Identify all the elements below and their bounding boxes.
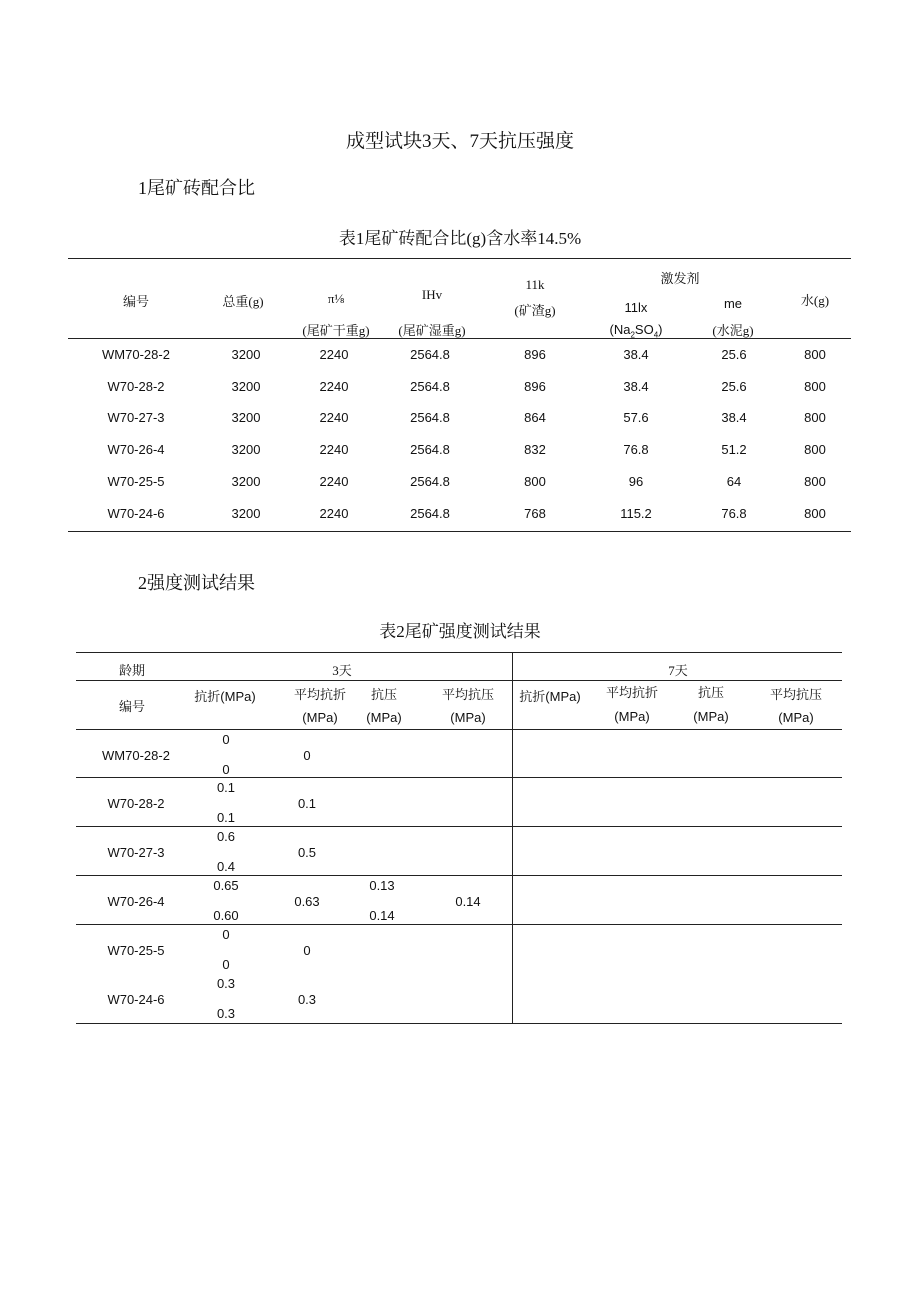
table2-caption: 表2尾矿强度测试结果 bbox=[379, 622, 541, 641]
t1-cell-water: 800 bbox=[804, 506, 826, 521]
t1-cell-total: 3200 bbox=[231, 410, 261, 425]
table2-header-rule bbox=[76, 729, 842, 730]
t1-cell-na: 57.6 bbox=[623, 410, 649, 425]
page-title: 成型试块3天、7天抗压强度 bbox=[345, 131, 574, 152]
t1-header-cement-bottom: (水泥g) bbox=[712, 323, 754, 338]
t2-cell-avgcomp: 0.14 bbox=[455, 894, 481, 909]
t2-header-avgflex-3d-bottom: (MPa) bbox=[302, 710, 338, 725]
t1-cell-total: 3200 bbox=[231, 506, 261, 521]
t1-cell-wet: 2564.8 bbox=[410, 506, 450, 521]
t2-cell-flex-2: 0 bbox=[222, 957, 230, 972]
t1-cell-wet: 2564.8 bbox=[410, 347, 450, 362]
t2-header-avgcomp-7d-bottom: (MPa) bbox=[778, 710, 814, 725]
t1-cell-total: 3200 bbox=[231, 442, 261, 457]
t1-cell-id: W70-26-4 bbox=[107, 442, 165, 457]
t1-cell-na: 96 bbox=[628, 474, 644, 489]
t2-cell-comp-2: 0.14 bbox=[369, 908, 395, 923]
t1-cell-na: 38.4 bbox=[623, 347, 649, 362]
t2-cell-avgflex: 0.63 bbox=[294, 894, 320, 909]
t1-cell-water: 800 bbox=[804, 442, 826, 457]
t1-header-wet-top: IHv bbox=[421, 287, 443, 302]
t2-cell-avgflex: 0.5 bbox=[297, 845, 317, 860]
t2-cell-flex-1: 0.1 bbox=[216, 780, 236, 795]
t1-cell-cement: 51.2 bbox=[721, 442, 747, 457]
t2-cell-id: W70-25-5 bbox=[107, 943, 165, 958]
t2-cell-flex-1: 0.6 bbox=[216, 829, 236, 844]
t2-cell-flex-1: 0 bbox=[222, 927, 230, 942]
t1-header-slag-bottom: (矿渣g) bbox=[514, 303, 556, 318]
t2-cell-id: W70-28-2 bbox=[107, 796, 165, 811]
t2-header-flex-3d: 抗折(MPa) bbox=[194, 689, 256, 704]
t1-cell-id: W70-27-3 bbox=[107, 410, 165, 425]
table2-row-rule-3 bbox=[76, 875, 842, 876]
t1-cell-cement: 38.4 bbox=[721, 410, 747, 425]
t2-header-avgcomp-3d-top: 平均抗压 bbox=[441, 687, 494, 702]
t1-cell-slag: 864 bbox=[524, 410, 546, 425]
t1-cell-water: 800 bbox=[804, 474, 826, 489]
t1-cell-water: 800 bbox=[804, 410, 826, 425]
t2-cell-flex-2: 0 bbox=[222, 762, 230, 777]
table1-top-rule bbox=[68, 258, 851, 259]
table2-age-rule bbox=[76, 680, 842, 681]
table1-bottom-rule bbox=[68, 531, 851, 532]
t1-cell-slag: 768 bbox=[524, 506, 546, 521]
t2-header-comp-3d-bottom: (MPa) bbox=[366, 710, 402, 725]
t1-cell-water: 800 bbox=[804, 379, 826, 394]
t1-header-dry-top: π⅛ bbox=[327, 291, 345, 306]
t1-cell-slag: 800 bbox=[524, 474, 546, 489]
t1-cell-dry: 2240 bbox=[319, 410, 349, 425]
t1-header-na-bottom: $(Na_2SO_4)$ bbox=[609, 322, 663, 340]
t1-header-activator: 激发剂 bbox=[660, 271, 700, 286]
t2-cell-id: W70-27-3 bbox=[107, 845, 165, 860]
table2-day-divider bbox=[512, 652, 513, 1023]
t1-cell-total: 3200 bbox=[231, 474, 261, 489]
t2-header-avgcomp-3d-bottom: (MPa) bbox=[450, 710, 486, 725]
t2-cell-id: W70-26-4 bbox=[107, 894, 165, 909]
t1-cell-cement: 25.6 bbox=[721, 379, 747, 394]
t2-cell-flex-1: 0.3 bbox=[216, 976, 236, 991]
t2-header-id: 编号 bbox=[118, 699, 145, 714]
table2-row-rule-2 bbox=[76, 826, 842, 827]
t1-cell-na: 76.8 bbox=[623, 442, 649, 457]
t2-cell-flex-2: 0.1 bbox=[216, 810, 236, 825]
t1-header-na-top: 11lx bbox=[624, 300, 648, 315]
t1-cell-cement: 76.8 bbox=[721, 506, 747, 521]
t2-cell-id: WM70-28-2 bbox=[102, 748, 170, 763]
t1-cell-id: W70-28-2 bbox=[107, 379, 165, 394]
section2-heading: 2强度测试结果 bbox=[138, 573, 255, 593]
t1-cell-wet: 2564.8 bbox=[410, 379, 450, 394]
t2-header-day7: 7天 bbox=[668, 663, 688, 678]
t2-cell-comp-1: 0.13 bbox=[369, 878, 395, 893]
t1-header-dry-bottom: (尾矿干重g) bbox=[302, 323, 370, 338]
t1-cell-dry: 2240 bbox=[319, 506, 349, 521]
section1-heading: 1尾矿砖配合比 bbox=[138, 178, 255, 198]
table2-top-rule bbox=[76, 652, 842, 653]
t1-cell-id: W70-25-5 bbox=[107, 474, 165, 489]
t2-header-avgflex-7d-bottom: (MPa) bbox=[614, 709, 650, 724]
t2-header-comp-7d-bottom: (MPa) bbox=[693, 709, 729, 724]
t1-cell-cement: 25.6 bbox=[721, 347, 747, 362]
t1-header-slag-top: 11k bbox=[525, 277, 545, 292]
table1-caption: 表1尾矿砖配合比(g)含水率14.5% bbox=[338, 229, 582, 248]
t1-cell-na: 38.4 bbox=[623, 379, 649, 394]
t1-cell-cement: 64 bbox=[726, 474, 742, 489]
t2-cell-flex-2: 0.4 bbox=[216, 859, 236, 874]
t1-cell-total: 3200 bbox=[231, 379, 261, 394]
t1-cell-total: 3200 bbox=[231, 347, 261, 362]
t1-cell-dry: 2240 bbox=[319, 442, 349, 457]
t2-cell-avgflex: 0 bbox=[303, 748, 311, 763]
t1-cell-na: 115.2 bbox=[620, 506, 652, 521]
t1-cell-dry: 2240 bbox=[319, 379, 349, 394]
t2-cell-flex-1: 0 bbox=[222, 732, 230, 747]
t2-cell-avgflex: 0.3 bbox=[297, 992, 317, 1007]
t1-cell-dry: 2240 bbox=[319, 474, 349, 489]
t1-cell-slag: 832 bbox=[524, 442, 546, 457]
table2-row-rule-4 bbox=[76, 924, 842, 925]
t2-header-avgflex-3d-top: 平均抗折 bbox=[293, 687, 346, 702]
t1-cell-slag: 896 bbox=[524, 347, 546, 362]
t1-header-wet-bottom: (尾矿湿重g) bbox=[398, 323, 466, 338]
t2-header-age: 龄期 bbox=[118, 663, 145, 678]
t2-cell-flex-2: 0.60 bbox=[213, 908, 239, 923]
t2-header-day3: 3天 bbox=[332, 663, 352, 678]
t2-header-comp-7d-top: 抗压 bbox=[697, 685, 724, 700]
t1-header-total: 总重(g) bbox=[222, 294, 264, 309]
table2-row-rule-1 bbox=[76, 777, 842, 778]
t2-header-comp-3d-top: 抗压 bbox=[370, 687, 397, 702]
t1-cell-id: W70-24-6 bbox=[107, 506, 165, 521]
t1-cell-dry: 2240 bbox=[319, 347, 349, 362]
t2-cell-flex-2: 0.3 bbox=[216, 1006, 236, 1021]
t1-header-water: 水(g) bbox=[800, 293, 830, 308]
t1-cell-water: 800 bbox=[804, 347, 826, 362]
table2-bottom-rule bbox=[76, 1023, 842, 1024]
t2-cell-flex-1: 0.65 bbox=[213, 878, 239, 893]
t2-header-avgflex-7d-top: 平均抗折 bbox=[605, 685, 658, 700]
t1-cell-id: WM70-28-2 bbox=[102, 347, 170, 362]
t1-cell-slag: 896 bbox=[524, 379, 546, 394]
t1-header-cement-top: me bbox=[723, 296, 743, 311]
t2-cell-id: W70-24-6 bbox=[107, 992, 165, 1007]
t1-cell-wet: 2564.8 bbox=[410, 410, 450, 425]
t2-header-flex-7d: 抗折(MPa) bbox=[519, 689, 581, 704]
t2-header-avgcomp-7d-top: 平均抗压 bbox=[769, 687, 822, 702]
t1-cell-wet: 2564.8 bbox=[410, 474, 450, 489]
t1-cell-wet: 2564.8 bbox=[410, 442, 450, 457]
t2-cell-avgflex: 0 bbox=[303, 943, 311, 958]
t2-cell-avgflex: 0.1 bbox=[297, 796, 317, 811]
t1-header-id: 编号 bbox=[122, 294, 149, 309]
